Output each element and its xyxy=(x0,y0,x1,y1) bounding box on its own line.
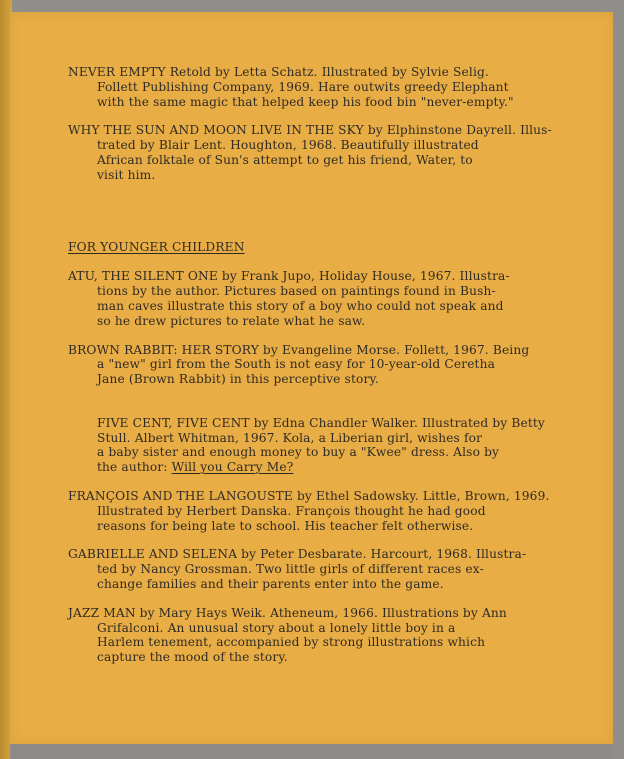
book-entry-atu-the-silent-one: ATU, THE SILENT ONE by Frank Jupo, Holiday House, 1967. Illustra- tions by the author. Pictures based on paintings found in Bush- man caves illustrate this story of a boy who could not speak and so he drew pictures to relate what he saw. xyxy=(68,269,510,328)
book-entry-brown-rabbit: BROWN RABBIT: HER STORY by Evangeline Morse. Follett, 1967. Being a "new" girl from the South is not easy for 10-year-old Ceretha Jane (Brown Rabbit) in this perceptive story. xyxy=(68,342,530,387)
section-heading-for-younger-children: FOR YOUNGER CHILDREN xyxy=(68,239,245,254)
book-entry-never-empty: NEVER EMPTY Retold by Letta Schatz. Illustrated by Sylvie Selig. Follett Publishing Company, 1969. Hare outwits greedy Elephant with the same magic that helped keep his food bin "never-empty." xyxy=(68,65,514,109)
book-entry-why-the-sun-and-moon: WHY THE SUN AND MOON LIVE IN THE SKY by Elphinstone Dayrell. Illus- trated by Blair Lent. Houghton, 1968. Beautifully illustrated African folktale of Sun's attempt to get his friend, Water, to visit him. xyxy=(68,123,552,182)
book-entry-five-cent xyxy=(68,401,573,475)
book-entry-francois-and-the-langouste: FRANÇOIS AND THE LANGOUSTE by Ethel Sadowsky. Little, Brown, 1969. Illustrated by Herbert Danska. François thought he had good reasons for being late to school. His teacher felt otherwise. xyxy=(68,488,550,533)
also-by-author-title: Will you Carry Me? xyxy=(171,460,294,475)
five-cent-description: FIVE CENT, FIVE CENT by Edna Chandler Walker. Illustrated by Betty Stull. Albert Whitman, 1967. Kola, a Liberian girl, wishes for a baby sister and enough money to buy a "Kwee" dress. Also by the author: xyxy=(97,415,545,475)
page-bottom-shadow xyxy=(10,744,613,759)
book-entry-gabrielle-and-selena: GABRIELLE AND SELENA by Peter Desbarate. Harcourt, 1968. Illustra- ted by Nancy Grossman. Two little girls of different races ex- change families and their parents enter into the game. xyxy=(68,547,527,591)
document-text-block xyxy=(68,65,573,679)
document-page xyxy=(10,12,613,744)
book-entry-jazz-man: JAZZ MAN by Mary Hays Weik. Atheneum, 1966. Illustrations by Ann Grifalconi. An unusual story about a lonely little boy in a Harlem tenement, accompanied by strong illustrations which capture the mood of the story. xyxy=(68,605,507,665)
